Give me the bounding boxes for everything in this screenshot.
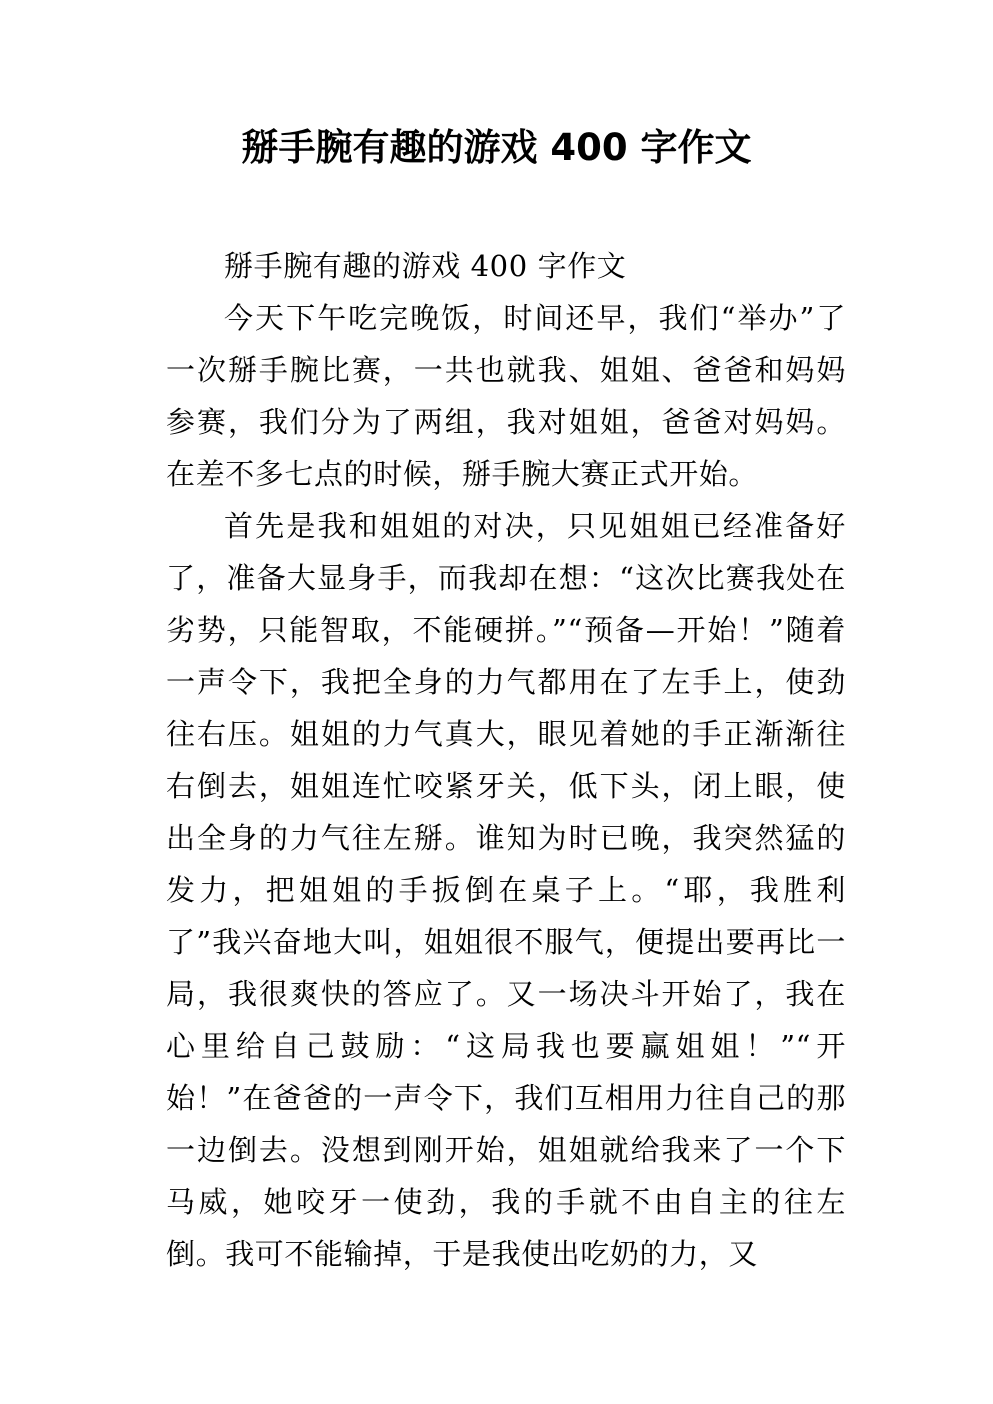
paragraph-match: 首先是我和姐姐的对决，只见姐姐已经准备好了，准备大显身手，而我却在想：“这次比赛我处在劣势，只能智取，不能硬拼。”“预备—开始！”随着一声令下，我把全身的力气都用在了左手上，使劲往右压。姐姐的力气真大，眼见着她的手正渐渐往右倒去，姐姐连忙咬紧牙关，低下头，闭上眼，使出全身的力气往左掰。谁知为时已晚，我突然猛的发力，把姐姐的手扳倒在桌子上。“耶，我胜利了”我兴奋地大叫，姐姐很不服气，便提出要再比一局，我很爽快的答应了。又一场决斗开始了，我在心里给自己鼓励：“这局我也要赢姐姐！”“开始！”在爸爸的一声令下，我们互相用力往自己的那一边倒去。没想到刚开始，姐姐就给我来了一个下马威，她咬牙一使劲，我的手就不由自主的往左倒。我可不能输掉，于是我使出吃奶的力，又 [166, 509, 846, 1271]
document-body [166, 240, 846, 1280]
paragraph-subtitle: 掰手腕有趣的游戏 400 字作文 [224, 249, 627, 283]
paragraph-intro: 今天下午吃完晚饭，时间还早，我们“举办”了一次掰手腕比赛，一共也就我、姐姐、爸爸和妈妈参赛，我们分为了两组，我对姐姐，爸爸对妈妈。在差不多七点的时候，掰手腕大赛正式开始。 [166, 301, 846, 491]
document-title: 掰手腕有趣的游戏 400 字作文 [241, 126, 752, 169]
